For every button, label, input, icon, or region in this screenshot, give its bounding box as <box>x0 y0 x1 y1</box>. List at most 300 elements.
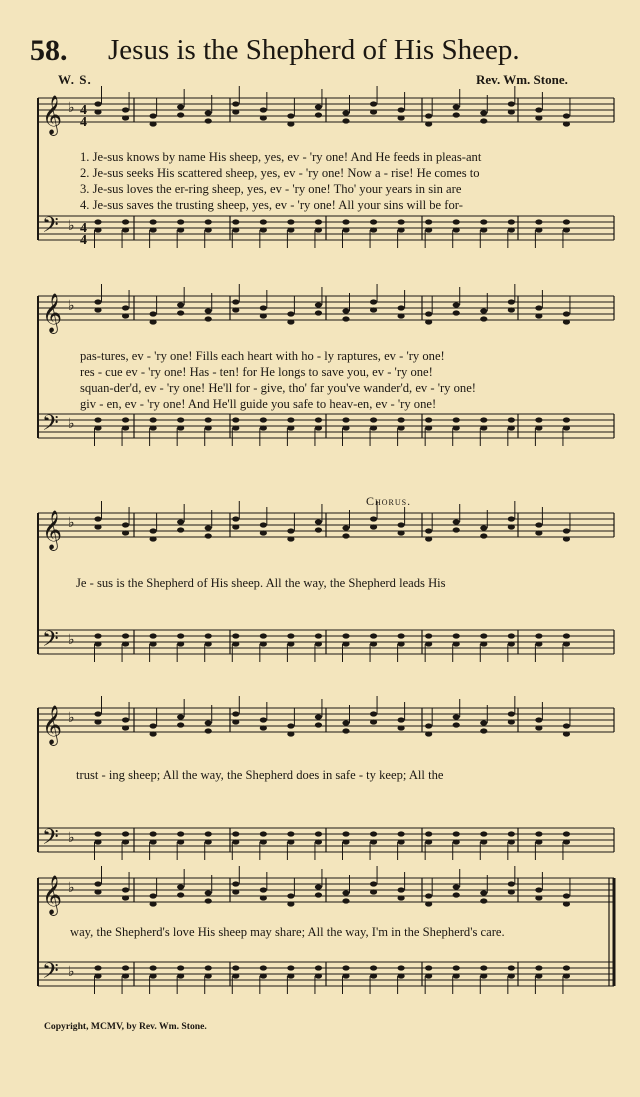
notehead <box>232 711 239 716</box>
notehead <box>150 633 157 638</box>
notehead <box>94 307 101 312</box>
notehead <box>480 417 487 422</box>
notehead <box>535 633 542 638</box>
notehead <box>398 717 405 722</box>
notehead <box>342 417 349 422</box>
notehead <box>342 728 349 733</box>
notehead <box>480 308 487 313</box>
notehead <box>177 714 184 719</box>
notehead <box>260 425 267 430</box>
notehead <box>122 973 129 978</box>
chorus-line-2: trust - ing sheep; All the way, the Shepherd does in safe - ty keep; All the <box>76 768 444 782</box>
notehead <box>232 219 239 224</box>
notehead <box>150 417 157 422</box>
verse-2-line-2: res - cue ev - 'ry one! Has - ten! for He longs to save you, ev - 'ry one! <box>80 365 433 379</box>
notehead <box>535 305 542 310</box>
notehead <box>205 641 212 646</box>
notehead <box>287 893 294 898</box>
notehead <box>563 417 570 422</box>
notehead <box>398 839 405 844</box>
notehead <box>315 310 322 315</box>
notehead <box>122 839 129 844</box>
notehead <box>315 527 322 532</box>
notehead <box>122 219 129 224</box>
time-signature-top: 4 <box>80 221 87 236</box>
notehead <box>370 889 377 894</box>
notehead <box>370 839 377 844</box>
notehead <box>260 115 267 120</box>
verse-3-line-1: 3. Je-sus loves the er-ring sheep, yes, ev - 'ry one! Tho' your years in sin are <box>80 182 462 196</box>
notehead <box>94 973 101 978</box>
verse-1-line-2: pas-tures, ev - 'ry one! Fills each heart with ho - ly raptures, ev - 'ry one! <box>80 349 445 363</box>
notehead <box>287 311 294 316</box>
notehead <box>370 641 377 646</box>
notehead <box>205 633 212 638</box>
notehead <box>563 641 570 646</box>
notehead <box>232 101 239 106</box>
chorus-label: Chorus. <box>366 494 412 508</box>
notehead <box>425 219 432 224</box>
flat-sign: ♭ <box>68 515 75 531</box>
notehead <box>508 881 515 886</box>
notehead <box>150 839 157 844</box>
notehead <box>287 839 294 844</box>
bass-clef: 𝄢 <box>42 959 59 989</box>
notehead <box>205 525 212 530</box>
notehead <box>94 101 101 106</box>
notehead <box>342 633 349 638</box>
notehead <box>122 530 129 535</box>
flat-sign: ♭ <box>68 100 75 116</box>
notehead <box>453 519 460 524</box>
notehead <box>315 722 322 727</box>
notehead <box>398 219 405 224</box>
notehead <box>370 719 377 724</box>
notehead <box>150 121 157 126</box>
flat-sign: ♭ <box>68 416 75 432</box>
words-attribution: W. S. <box>58 72 92 87</box>
notehead <box>232 719 239 724</box>
notehead <box>177 112 184 117</box>
notehead <box>480 533 487 538</box>
notehead <box>342 831 349 836</box>
notehead <box>535 425 542 430</box>
notehead <box>425 425 432 430</box>
notehead <box>232 425 239 430</box>
verse-3-line-2: squan-der'd, ev - 'ry one! He'll for - give, tho' far you've wander'd, ev - 'ry one! <box>80 381 477 395</box>
notehead <box>480 965 487 970</box>
notehead <box>563 723 570 728</box>
notehead <box>205 110 212 115</box>
notehead <box>508 633 515 638</box>
notehead <box>453 722 460 727</box>
notehead <box>177 884 184 889</box>
notehead <box>177 965 184 970</box>
music-attribution: Rev. Wm. Stone. <box>476 72 568 87</box>
notehead <box>480 641 487 646</box>
notehead <box>122 417 129 422</box>
notehead <box>315 641 322 646</box>
notehead <box>398 115 405 120</box>
notehead <box>508 719 515 724</box>
notehead <box>287 831 294 836</box>
notehead <box>480 425 487 430</box>
notehead <box>425 831 432 836</box>
notehead <box>122 887 129 892</box>
notehead <box>563 536 570 541</box>
notehead <box>453 965 460 970</box>
notehead <box>315 892 322 897</box>
notehead <box>398 305 405 310</box>
notehead <box>480 316 487 321</box>
notehead <box>425 319 432 324</box>
notehead <box>425 113 432 118</box>
notehead <box>508 417 515 422</box>
notehead <box>94 425 101 430</box>
notehead <box>177 839 184 844</box>
notehead <box>398 725 405 730</box>
notehead <box>150 893 157 898</box>
notehead <box>453 219 460 224</box>
treble-clef: 𝄞 <box>42 95 63 135</box>
notehead <box>480 227 487 232</box>
notehead <box>315 219 322 224</box>
notehead <box>260 973 267 978</box>
notehead <box>232 831 239 836</box>
notehead <box>260 313 267 318</box>
notehead <box>425 633 432 638</box>
notehead <box>94 299 101 304</box>
notehead <box>535 717 542 722</box>
notehead <box>177 425 184 430</box>
notehead <box>287 528 294 533</box>
notehead <box>260 887 267 892</box>
notehead <box>342 425 349 430</box>
notehead <box>342 308 349 313</box>
notehead <box>453 641 460 646</box>
notehead <box>453 302 460 307</box>
notehead <box>150 901 157 906</box>
notehead <box>453 839 460 844</box>
notehead <box>205 417 212 422</box>
notehead <box>535 219 542 224</box>
notehead <box>563 113 570 118</box>
notehead <box>94 524 101 529</box>
notehead <box>260 417 267 422</box>
notehead <box>563 731 570 736</box>
notehead <box>205 308 212 313</box>
notehead <box>398 973 405 978</box>
notehead <box>315 633 322 638</box>
notehead <box>205 973 212 978</box>
notehead <box>260 227 267 232</box>
notehead <box>453 425 460 430</box>
notehead <box>370 965 377 970</box>
notehead <box>508 524 515 529</box>
notehead <box>287 113 294 118</box>
notehead <box>177 831 184 836</box>
notehead <box>563 425 570 430</box>
notehead <box>287 965 294 970</box>
notehead <box>150 319 157 324</box>
notehead <box>508 973 515 978</box>
treble-clef: 𝄞 <box>42 293 63 333</box>
notehead <box>177 527 184 532</box>
flat-sign: ♭ <box>68 632 75 648</box>
notehead <box>342 720 349 725</box>
notehead <box>563 121 570 126</box>
notehead <box>370 109 377 114</box>
notehead <box>342 973 349 978</box>
notehead <box>232 881 239 886</box>
notehead <box>150 731 157 736</box>
notehead <box>508 219 515 224</box>
notehead <box>480 890 487 895</box>
notehead <box>425 723 432 728</box>
notehead <box>94 889 101 894</box>
notehead <box>453 633 460 638</box>
notehead <box>453 417 460 422</box>
notehead <box>480 219 487 224</box>
notehead <box>370 299 377 304</box>
notehead <box>563 311 570 316</box>
notehead <box>535 417 542 422</box>
notehead <box>94 641 101 646</box>
notehead <box>315 417 322 422</box>
notehead <box>122 965 129 970</box>
notehead <box>480 720 487 725</box>
notehead <box>260 641 267 646</box>
notehead <box>94 965 101 970</box>
notehead <box>232 889 239 894</box>
notehead <box>205 219 212 224</box>
notehead <box>315 302 322 307</box>
notehead <box>453 527 460 532</box>
notehead <box>563 319 570 324</box>
time-signature-bottom: 4 <box>80 233 87 248</box>
notehead <box>232 417 239 422</box>
notehead <box>232 109 239 114</box>
notehead <box>260 522 267 527</box>
notehead <box>287 731 294 736</box>
notehead <box>370 973 377 978</box>
notehead <box>563 893 570 898</box>
notehead <box>508 227 515 232</box>
notehead <box>370 711 377 716</box>
notehead <box>122 725 129 730</box>
verse-2-line-1: 2. Je-sus seeks His scattered sheep, yes, ev - 'ry one! Now a - rise! He comes to <box>80 166 480 180</box>
notehead <box>177 519 184 524</box>
notehead <box>315 227 322 232</box>
notehead <box>287 633 294 638</box>
notehead <box>287 219 294 224</box>
notehead <box>205 965 212 970</box>
verse-4-line-1: 4. Je-sus saves the trusting sheep, yes, ev - 'ry one! All your sins will be for- <box>80 198 463 212</box>
notehead <box>287 121 294 126</box>
notehead <box>453 714 460 719</box>
notehead <box>398 227 405 232</box>
notehead <box>480 525 487 530</box>
notehead <box>342 525 349 530</box>
notehead <box>563 219 570 224</box>
notehead <box>342 227 349 232</box>
bass-clef: 𝄢 <box>42 411 59 441</box>
notehead <box>480 728 487 733</box>
notehead <box>122 717 129 722</box>
notehead <box>315 965 322 970</box>
notehead <box>232 965 239 970</box>
notehead <box>122 895 129 900</box>
notehead <box>398 633 405 638</box>
notehead <box>177 973 184 978</box>
time-signature-top: 4 <box>80 103 87 118</box>
notehead <box>232 839 239 844</box>
notehead <box>150 425 157 430</box>
notehead <box>205 831 212 836</box>
notehead <box>260 725 267 730</box>
notehead <box>177 310 184 315</box>
notehead <box>398 530 405 535</box>
notehead <box>425 973 432 978</box>
notehead <box>398 831 405 836</box>
notehead <box>535 227 542 232</box>
notehead <box>535 839 542 844</box>
notehead <box>232 524 239 529</box>
notehead <box>205 728 212 733</box>
notehead <box>398 107 405 112</box>
notehead <box>480 973 487 978</box>
notehead <box>232 307 239 312</box>
notehead <box>398 887 405 892</box>
chorus-line-1: Je - sus is the Shepherd of His sheep. All the way, the Shepherd leads His <box>76 576 446 590</box>
notehead <box>205 890 212 895</box>
notehead <box>122 227 129 232</box>
notehead <box>122 633 129 638</box>
notehead <box>315 973 322 978</box>
notehead <box>480 839 487 844</box>
notehead <box>508 425 515 430</box>
notehead <box>535 641 542 646</box>
notehead <box>425 731 432 736</box>
notehead <box>287 536 294 541</box>
notehead <box>122 107 129 112</box>
notehead <box>94 711 101 716</box>
flat-sign: ♭ <box>68 710 75 726</box>
notehead <box>425 839 432 844</box>
notehead <box>150 219 157 224</box>
notehead <box>122 641 129 646</box>
notehead <box>453 104 460 109</box>
notehead <box>453 892 460 897</box>
notehead <box>177 641 184 646</box>
notehead <box>315 831 322 836</box>
notehead <box>398 965 405 970</box>
notehead <box>94 831 101 836</box>
notehead <box>370 425 377 430</box>
notehead <box>260 839 267 844</box>
notehead <box>287 973 294 978</box>
notehead <box>398 895 405 900</box>
notehead <box>94 417 101 422</box>
flat-sign: ♭ <box>68 830 75 846</box>
notehead <box>315 425 322 430</box>
notehead <box>535 831 542 836</box>
notehead <box>508 965 515 970</box>
notehead <box>205 227 212 232</box>
notehead <box>122 305 129 310</box>
notehead <box>453 310 460 315</box>
hymn-title: Jesus is the Shepherd of His Sheep. <box>108 34 520 66</box>
notehead <box>370 101 377 106</box>
notehead <box>260 965 267 970</box>
notehead <box>370 633 377 638</box>
notehead <box>342 839 349 844</box>
notehead <box>480 633 487 638</box>
notehead <box>315 884 322 889</box>
notehead <box>205 533 212 538</box>
notehead <box>177 722 184 727</box>
notehead <box>480 110 487 115</box>
notehead <box>177 892 184 897</box>
notehead <box>370 307 377 312</box>
notehead <box>425 417 432 422</box>
chorus-line-3: way, the Shepherd's love His sheep may share; All the way, I'm in the Shepherd's care. <box>70 925 505 939</box>
notehead <box>508 299 515 304</box>
notehead <box>122 831 129 836</box>
notehead <box>205 118 212 123</box>
notehead <box>480 831 487 836</box>
notehead <box>425 965 432 970</box>
notehead <box>315 839 322 844</box>
notehead <box>260 219 267 224</box>
notehead <box>425 311 432 316</box>
notehead <box>94 516 101 521</box>
notehead <box>342 533 349 538</box>
notehead <box>177 227 184 232</box>
notehead <box>398 425 405 430</box>
bass-clef: 𝄢 <box>42 627 59 657</box>
notehead <box>287 901 294 906</box>
notehead <box>287 417 294 422</box>
notehead <box>370 831 377 836</box>
notehead <box>94 719 101 724</box>
notehead <box>370 524 377 529</box>
copyright-notice: Copyright, MCMV, by Rev. Wm. Stone. <box>44 1021 207 1032</box>
notehead <box>150 113 157 118</box>
notehead <box>150 973 157 978</box>
notehead <box>535 115 542 120</box>
notehead <box>177 104 184 109</box>
notehead <box>150 536 157 541</box>
notehead <box>508 101 515 106</box>
notehead <box>535 313 542 318</box>
notehead <box>232 973 239 978</box>
notehead <box>205 316 212 321</box>
notehead <box>150 965 157 970</box>
notehead <box>177 417 184 422</box>
notehead <box>563 227 570 232</box>
notehead <box>425 901 432 906</box>
notehead <box>453 831 460 836</box>
notehead <box>563 973 570 978</box>
flat-sign: ♭ <box>68 880 75 896</box>
notehead <box>94 227 101 232</box>
notehead <box>563 965 570 970</box>
notehead <box>177 633 184 638</box>
notehead <box>205 425 212 430</box>
notehead <box>150 311 157 316</box>
notehead <box>342 890 349 895</box>
